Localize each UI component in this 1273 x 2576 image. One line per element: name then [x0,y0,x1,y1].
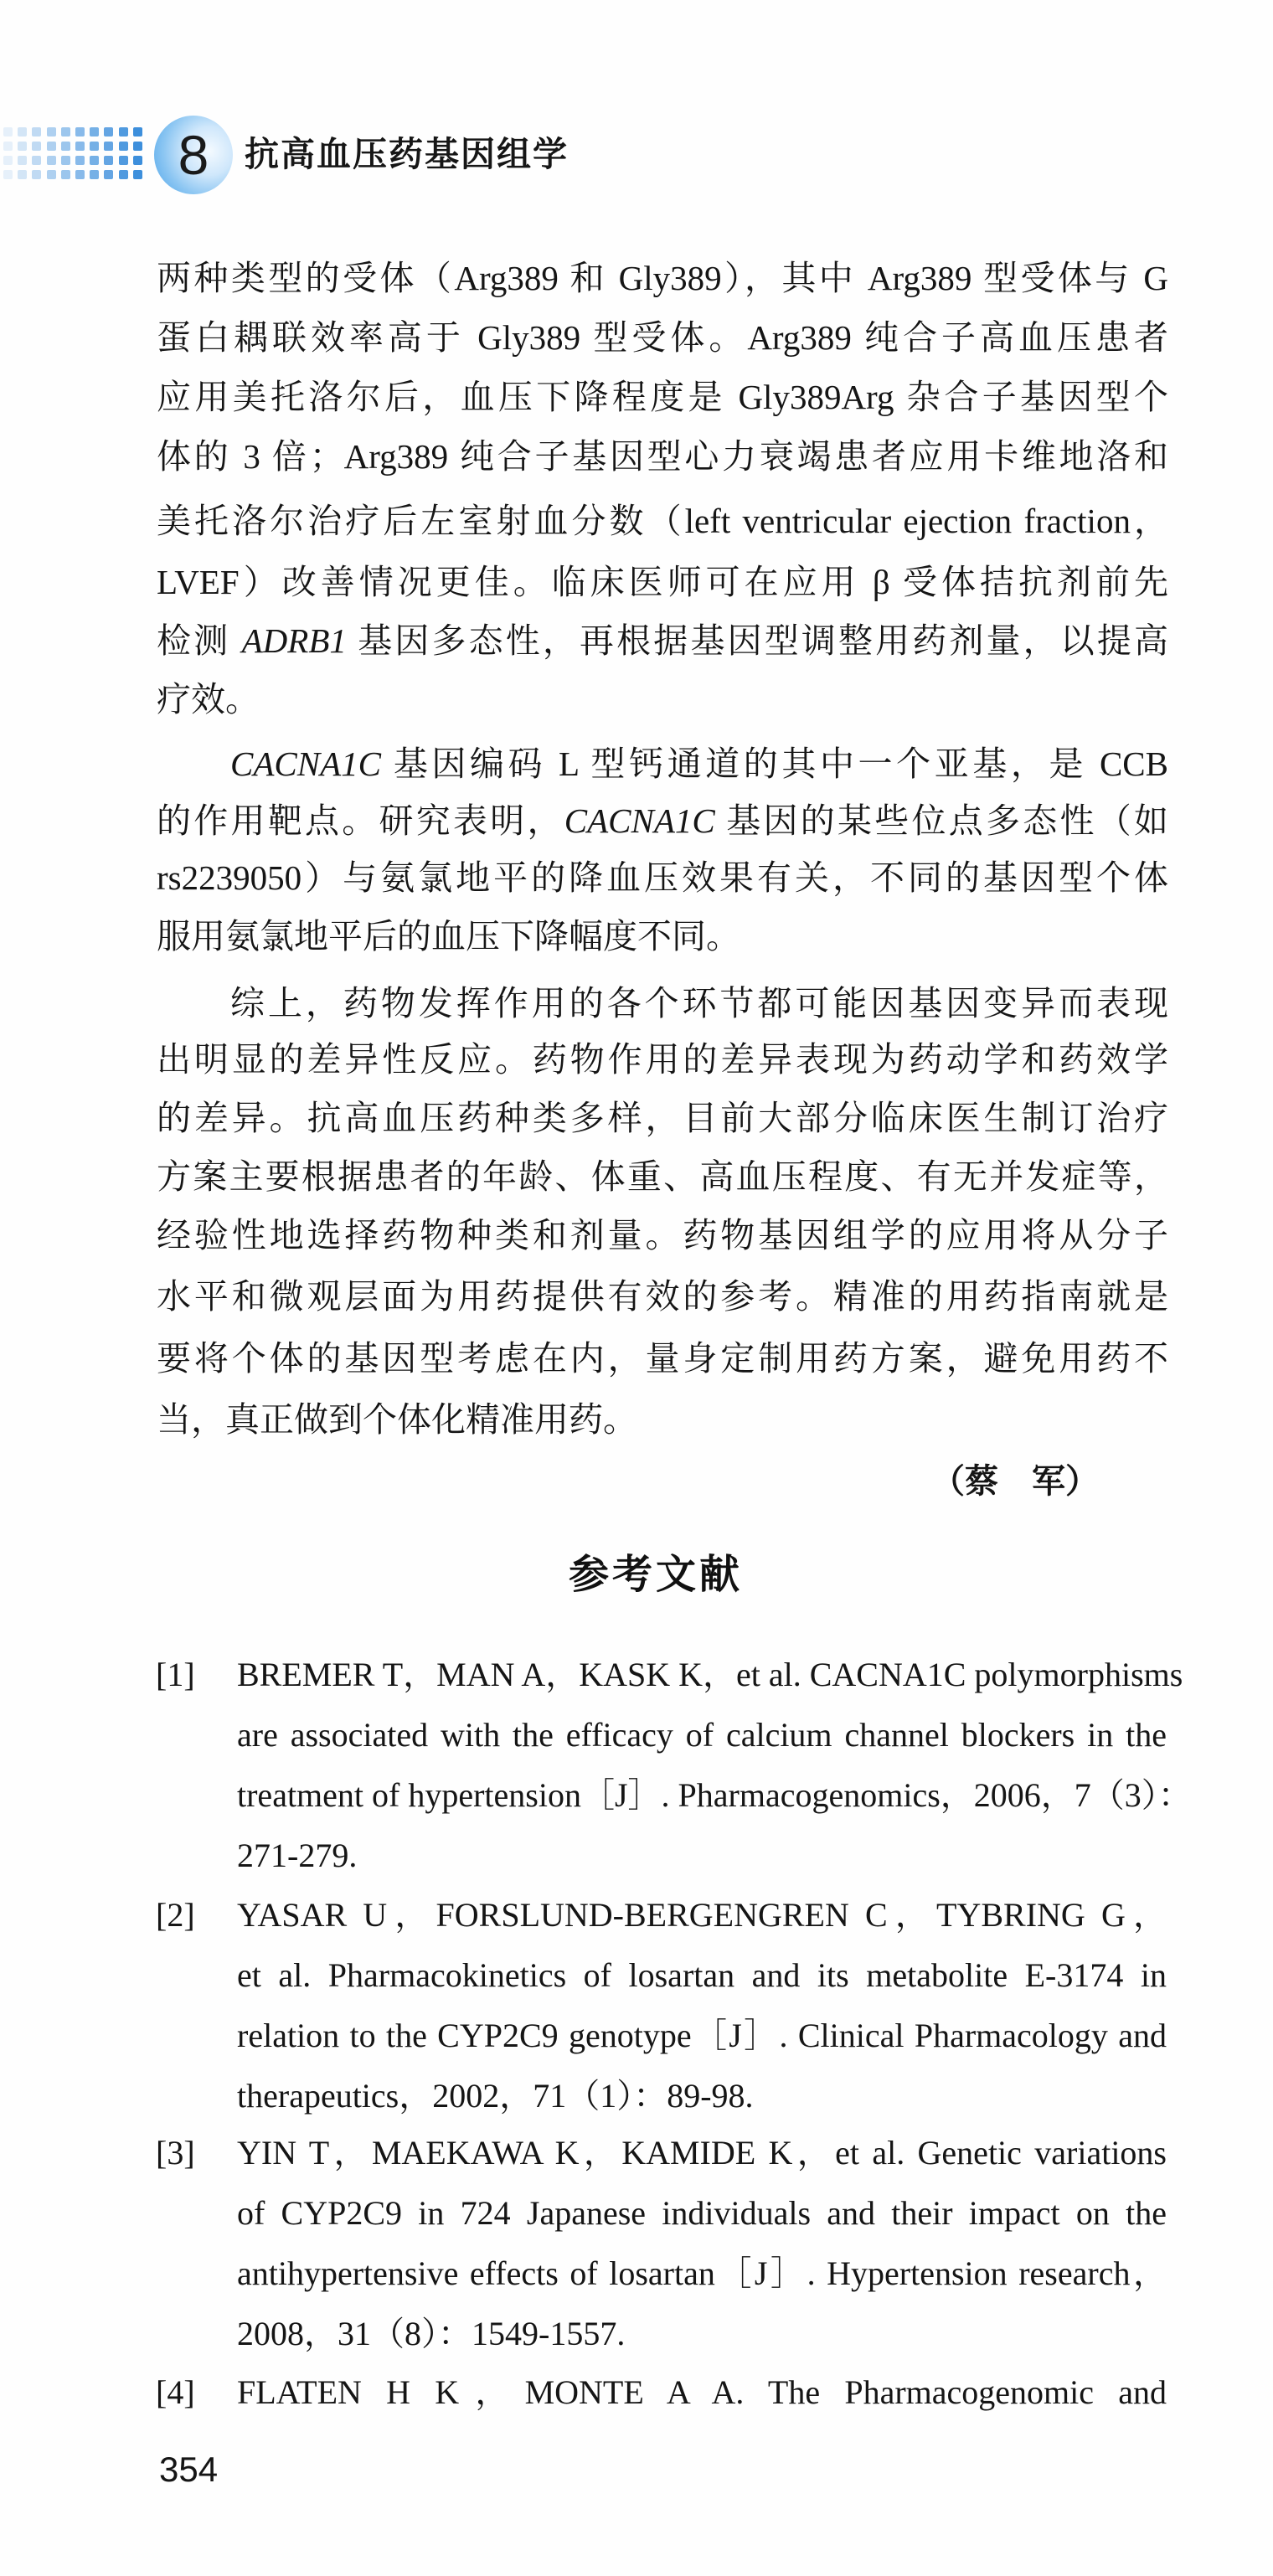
decorative-dot [90,156,99,165]
decorative-dot [61,156,70,165]
decorative-dot [61,127,70,137]
decorative-dot [119,156,128,165]
decorative-dot [32,156,41,165]
reference-line: 271-279. [237,1837,358,1874]
author-signature: （蔡 军） [931,1462,1099,1501]
body-line: 经验性地选择药物种类和剂量。药物基因组学的应用将从分子 [157,1216,1168,1255]
decorative-dot [18,156,27,165]
page-number: 354 [159,2450,219,2489]
body-line: 检测 ADRB1 基因多态性，再根据基因型调整用药剂量，以提高 [157,621,1168,660]
decorative-dot [75,142,85,151]
gene-name: CACNA1C [230,744,381,783]
decorative-dot [104,142,113,151]
reference-line: of CYP2C9 in 724 Japanese individuals and their impact on the [237,2194,1167,2232]
decorative-dot [133,170,142,179]
decorative-dot-grid [3,127,147,186]
decorative-dot [47,142,56,151]
body-line: 出明显的差异性反应。药物作用的差异表现为药动学和药效学 [157,1040,1168,1079]
body-line: 美托洛尔治疗后左室射血分数（left ventricular ejection fraction， [157,502,1168,540]
decorative-dot [90,170,99,179]
body-line: 服用氨氯地平后的血压下降幅度不同。 [157,917,740,956]
reference-number: [2] [156,1896,195,1934]
reference-line: 2008，31（8）：1549-1557. [237,2315,626,2352]
reference-line: are associated with the efficacy of calcium channel blockers in the [237,1716,1167,1754]
decorative-dot [18,127,27,137]
decorative-dot [3,170,13,179]
reference-line: therapeutics，2002，71（1）：89-98. [237,2077,754,2115]
decorative-dot [104,127,113,137]
decorative-dot [61,142,70,151]
references-heading: 参考文献 [568,1551,743,1598]
decorative-dot [90,127,99,137]
body-line: CACNA1C 基因编码 L 型钙通道的其中一个亚基，是 CCB [230,744,1168,783]
decorative-dot [47,170,56,179]
reference-line: YIN T，MAEKAWA K，KAMIDE K，et al. Genetic variations [237,2134,1167,2172]
reference-line: treatment of hypertension［J］. Pharmacogenomics，2006，7（3）： [237,1776,1192,1814]
body-line: 体的 3 倍；Arg389 纯合子基因型心力衰竭患者应用卡维地洛和 [157,437,1168,476]
decorative-dot [3,156,13,165]
decorative-dot [133,142,142,151]
reference-line: relation to the CYP2C9 genotype［J］. Clinical Pharmacology and [237,2017,1167,2054]
decorative-dot [119,142,128,151]
decorative-dot [47,127,56,137]
body-line: 的作用靶点。研究表明，CACNA1C 基因的某些位点多态性（如 [157,801,1169,840]
body-line: 应用美托洛尔后，血压下降程度是 Gly389Arg 杂合子基因型个 [157,378,1168,416]
reference-line: YASAR U，FORSLUND-BERGENGREN C，TYBRING G， [237,1896,1167,1934]
body-line: 水平和微观层面为用药提供有效的参考。精准的用药指南就是 [157,1277,1168,1316]
chapter-number: 8 [178,124,209,186]
decorative-dot [3,127,13,137]
decorative-dot [47,156,56,165]
decorative-dot [61,170,70,179]
decorative-dot [104,170,113,179]
body-line: 蛋白耦联效率高于 Gly389 型受体。Arg389 纯合子高血压患者 [157,318,1168,357]
decorative-dot [75,156,85,165]
gene-name: ADRB1 [241,621,347,660]
reference-number: [4] [156,2373,195,2411]
decorative-dot [75,127,85,137]
decorative-dot [32,170,41,179]
decorative-dot [18,142,27,151]
decorative-dot [119,170,128,179]
decorative-dot [133,156,142,165]
reference-line: et al. Pharmacokinetics of losartan and its metabolite E-3174 in [237,1956,1167,1994]
decorative-dot [18,170,27,179]
body-line: 当，真正做到个体化精准用药。 [157,1400,637,1439]
reference-number: [3] [156,2134,195,2172]
body-line: 的差异。抗高血压药种类多样，目前大部分临床医生制订治疗 [157,1099,1168,1137]
decorative-dot [75,170,85,179]
decorative-dot [32,127,41,137]
gene-name: CACNA1C [564,801,715,840]
reference-number: [1] [156,1656,195,1693]
decorative-dot [32,142,41,151]
body-line: rs2239050）与氨氯地平的降血压效果有关，不同的基因型个体 [157,858,1168,897]
decorative-dot [3,142,13,151]
body-line: 要将个体的基因型考虑在内，量身定制用药方案，避免用药不 [157,1339,1168,1378]
reference-line: BREMER T，MAN A，KASK K，et al. CACNA1C polymorphisms [237,1656,1183,1693]
body-line: LVEF）改善情况更佳。临床医师可在应用 β 受体拮抗剂前先 [157,563,1168,601]
body-line: 综上，药物发挥作用的各个环节都可能因基因变异而表现 [230,984,1168,1023]
reference-line: antihypertensive effects of losartan［J］. Hypertension research， [237,2254,1167,2292]
decorative-dot [104,156,113,165]
decorative-dot [119,127,128,137]
decorative-dot [90,142,99,151]
body-line: 疗效。 [157,680,260,719]
body-line: 方案主要根据患者的年龄、体重、高血压程度、有无并发症等， [157,1157,1168,1196]
chapter-title: 抗高血压药基因组学 [245,134,569,174]
reference-line: FLATEN H K，MONTE A A. The Pharmacogenomic and [237,2373,1167,2411]
decorative-dot [133,127,142,137]
body-line: 两种类型的受体（Arg389 和 Gly389），其中 Arg389 型受体与 G [157,259,1168,297]
